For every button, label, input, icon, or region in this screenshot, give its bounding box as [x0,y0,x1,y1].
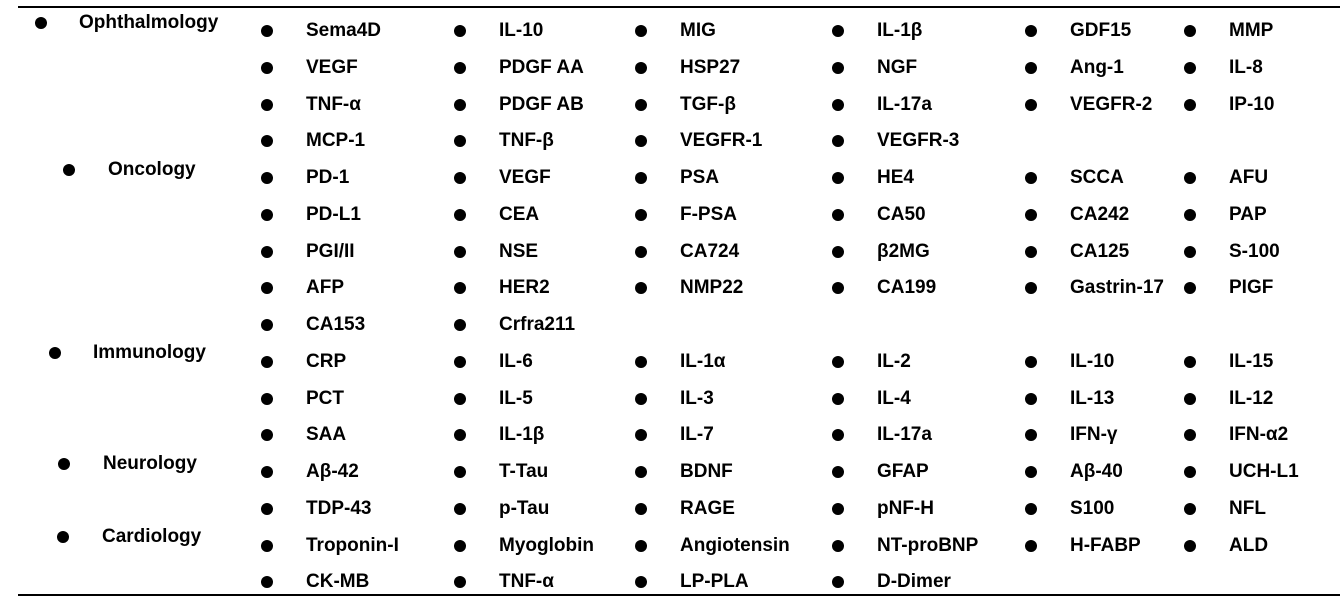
item-bullet-icon [1184,356,1196,368]
item-bullet-icon [261,282,273,294]
item-bullet-icon [635,576,647,588]
item-bullet-icon [1184,25,1196,37]
category-label: Ophthalmology [79,12,219,33]
item-bullet-icon [832,466,844,478]
biomarker-item: NGF [877,56,918,78]
biomarker-item: Aβ-40 [1070,461,1123,482]
item-bullet-icon [261,503,273,515]
biomarker-item: VEGFR-1 [680,130,763,152]
biomarker-item: IL-1β [499,424,545,446]
biomarker-item: IL-1α [680,350,726,372]
biomarker-item: CEA [499,203,540,225]
biomarker-item: Gastrin-17 [1070,277,1164,299]
biomarker-item: IP-10 [1229,93,1275,115]
item-bullet-icon [635,503,647,515]
biomarker-item: IL-6 [499,350,533,372]
item-bullet-icon [832,209,844,221]
category-label: Immunology [93,342,206,363]
biomarker-item: pNF-H [877,497,934,519]
biomarker-item: IL-17a [877,424,932,446]
biomarker-item: GDF15 [1070,20,1132,41]
biomarker-item: HE4 [877,167,914,188]
biomarker-item: H-FABP [1070,534,1141,556]
biomarker-item: IL-5 [499,387,533,409]
item-bullet-icon [454,319,466,331]
biomarker-item: CRP [306,350,347,372]
biomarker-item: CA125 [1070,240,1130,262]
item-bullet-icon [635,540,647,552]
biomarker-item: PDGF AA [499,56,584,78]
biomarker-item: PDGF AB [499,93,584,115]
biomarker-item: PSA [680,167,720,188]
item-bullet-icon [261,319,273,331]
item-bullet-icon [635,172,647,184]
item-bullet-icon [1025,25,1037,37]
biomarker-item: IL-7 [680,424,714,446]
biomarker-item: LP-PLA [680,571,749,593]
item-bullet-icon [1184,246,1196,258]
biomarker-item: ALD [1229,534,1269,556]
category-label: Neurology [103,453,197,474]
biomarker-item: MCP-1 [306,130,366,152]
biomarker-item: Aβ-42 [306,461,359,482]
biomarker-item: IL-2 [877,350,911,372]
category-bullet-icon [49,347,61,359]
biomarker-item: SAA [306,424,347,446]
biomarker-item: CA199 [877,277,937,299]
biomarker-item: MIG [680,20,716,41]
biomarker-item: PD-L1 [306,203,361,225]
biomarker-item: IL-3 [680,387,714,409]
item-bullet-icon [832,393,844,405]
item-bullet-icon [635,246,647,258]
item-bullet-icon [1025,172,1037,184]
biomarker-item: CA242 [1070,203,1130,225]
item-bullet-icon [832,25,844,37]
item-bullet-icon [832,246,844,258]
biomarker-item: Crfra211 [499,314,576,335]
item-bullet-icon [261,25,273,37]
item-bullet-icon [1184,503,1196,515]
item-bullet-icon [1184,99,1196,111]
biomarker-item: CA50 [877,203,926,225]
biomarker-item: NMP22 [680,277,744,299]
item-bullet-icon [261,246,273,258]
top-rule [18,6,1340,8]
item-bullet-icon [1025,429,1037,441]
biomarker-item: RAGE [680,497,735,519]
biomarker-item: IL-15 [1229,350,1274,372]
item-bullet-icon [832,503,844,515]
biomarker-item: IL-8 [1229,56,1263,78]
biomarker-item: TDP-43 [306,497,372,519]
item-bullet-icon [635,209,647,221]
item-bullet-icon [635,135,647,147]
biomarker-item: IL-17a [877,93,932,115]
biomarker-item: MMP [1229,20,1274,41]
item-bullet-icon [832,356,844,368]
biomarker-item: T-Tau [499,461,549,482]
item-bullet-icon [1025,99,1037,111]
item-bullet-icon [832,135,844,147]
item-bullet-icon [454,99,466,111]
biomarker-item: PCT [306,387,344,409]
item-bullet-icon [454,135,466,147]
biomarker-item: β2MG [877,240,930,262]
biomarker-item: IL-4 [877,387,911,409]
biomarker-item: IL-1β [877,20,923,41]
biomarker-item: UCH-L1 [1229,461,1299,482]
biomarker-item: TNF-α [499,571,554,593]
item-bullet-icon [1184,282,1196,294]
biomarker-item: CK-MB [306,571,370,593]
biomarker-item: VEGFR-3 [877,130,960,152]
category-bullet-icon [58,458,70,470]
biomarker-item: AFU [1229,167,1269,188]
category-bullet-icon [63,164,75,176]
biomarker-item: PAP [1229,203,1267,225]
item-bullet-icon [1025,503,1037,515]
biomarker-item: Angiotensin [680,534,790,556]
item-bullet-icon [454,246,466,258]
item-bullet-icon [454,576,466,588]
item-bullet-icon [1025,246,1037,258]
item-bullet-icon [832,540,844,552]
biomarker-item: Sema4D [306,20,381,41]
item-bullet-icon [832,172,844,184]
item-bullet-icon [454,356,466,368]
category-label: Cardiology [102,526,202,547]
biomarker-item: BDNF [680,461,733,482]
item-bullet-icon [832,99,844,111]
biomarker-item: SCCA [1070,167,1124,188]
biomarker-item: S100 [1070,497,1115,519]
item-bullet-icon [1184,209,1196,221]
item-bullet-icon [635,466,647,478]
item-bullet-icon [1025,62,1037,74]
item-bullet-icon [454,62,466,74]
biomarker-item: Troponin-I [306,534,399,556]
biomarker-item: TNF-β [499,130,554,152]
bottom-rule [18,594,1340,596]
item-bullet-icon [1184,62,1196,74]
biomarker-item: D-Dimer [877,571,951,593]
biomarker-item: NT-proBNP [877,534,979,556]
item-bullet-icon [454,466,466,478]
item-bullet-icon [635,62,647,74]
item-bullet-icon [454,393,466,405]
item-bullet-icon [454,282,466,294]
item-bullet-icon [635,282,647,294]
item-bullet-icon [832,576,844,588]
biomarker-item: IL-10 [1070,350,1115,372]
biomarker-item: S-100 [1229,240,1280,262]
item-bullet-icon [1025,540,1037,552]
item-bullet-icon [1025,466,1037,478]
item-bullet-icon [261,429,273,441]
biomarker-item: F-PSA [680,203,737,225]
item-bullet-icon [1184,466,1196,478]
biomarker-item: IL-10 [499,20,544,41]
category-bullet-icon [57,531,69,543]
item-bullet-icon [454,540,466,552]
biomarker-item: CA153 [306,314,366,335]
biomarker-item: IL-12 [1229,387,1274,409]
biomarker-item: IL-13 [1070,387,1115,409]
item-bullet-icon [261,209,273,221]
item-bullet-icon [635,356,647,368]
item-bullet-icon [454,25,466,37]
biomarker-item: HSP27 [680,56,741,78]
biomarker-item: p-Tau [499,497,550,519]
item-bullet-icon [1184,393,1196,405]
category-label: Oncology [108,159,196,180]
biomarker-item: TGF-β [680,93,736,115]
biomarker-item: CA724 [680,240,740,262]
item-bullet-icon [1184,540,1196,552]
item-bullet-icon [635,99,647,111]
item-bullet-icon [454,429,466,441]
biomarker-item: VEGFR-2 [1070,93,1153,115]
biomarker-item: Ang-1 [1070,56,1124,78]
item-bullet-icon [635,393,647,405]
category-bullet-icon [35,17,47,29]
item-bullet-icon [261,393,273,405]
biomarker-item: TNF-α [306,93,361,115]
item-bullet-icon [261,576,273,588]
item-bullet-icon [1025,209,1037,221]
biomarker-item: PIGF [1229,277,1274,299]
item-bullet-icon [832,282,844,294]
item-bullet-icon [454,172,466,184]
item-bullet-icon [1025,282,1037,294]
biomarker-item: NFL [1229,497,1266,519]
item-bullet-icon [261,99,273,111]
biomarker-item: PGI/II [306,240,355,262]
biomarker-item: IFN-γ [1070,424,1118,446]
item-bullet-icon [261,172,273,184]
item-bullet-icon [832,62,844,74]
item-bullet-icon [1025,393,1037,405]
item-bullet-icon [635,25,647,37]
biomarker-item: GFAP [877,461,929,482]
biomarker-item: NSE [499,240,539,262]
biomarker-item: VEGF [499,167,551,188]
biomarker-item: HER2 [499,277,550,299]
item-bullet-icon [261,466,273,478]
biomarker-item: IFN-α2 [1229,424,1289,446]
item-bullet-icon [1184,172,1196,184]
item-bullet-icon [261,540,273,552]
item-bullet-icon [261,356,273,368]
item-bullet-icon [454,209,466,221]
item-bullet-icon [1184,429,1196,441]
item-bullet-icon [454,503,466,515]
biomarker-item: VEGF [306,56,358,78]
biomarker-item: Myoglobin [499,534,594,556]
item-bullet-icon [832,429,844,441]
item-bullet-icon [261,62,273,74]
biomarker-item: AFP [306,277,344,299]
item-bullet-icon [1025,356,1037,368]
biomarker-item: PD-1 [306,167,350,188]
item-bullet-icon [635,429,647,441]
item-bullet-icon [261,135,273,147]
